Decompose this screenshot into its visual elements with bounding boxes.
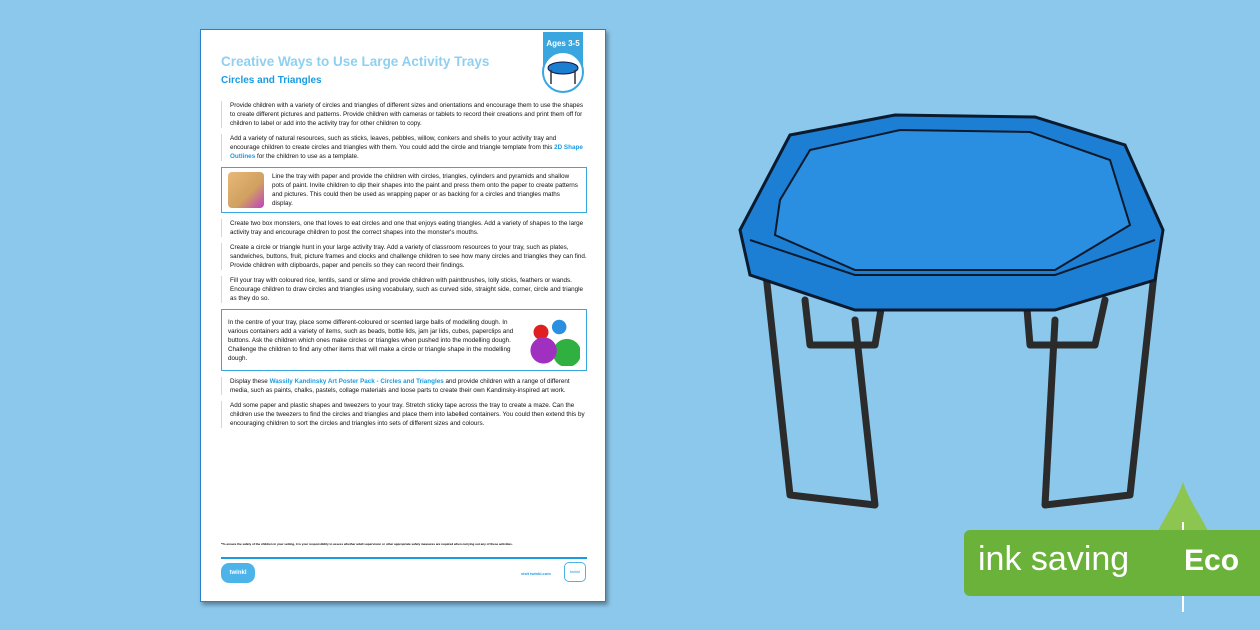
paragraph-text: Display these bbox=[230, 378, 270, 385]
activity-callout-box bbox=[221, 167, 587, 213]
callout-text: Line the tray with paper and provide the children with circles, triangles, cylinders and pyramids and shallow pots of paint. Invite children to dip their shapes into the paint and press them onto the paper to create patterns and pictures. This could then be used as wrapping paper or as backing for a circles and triangles maths display. bbox=[272, 173, 578, 207]
ink-saving-eco-badge bbox=[964, 530, 1260, 596]
activity-list bbox=[221, 101, 587, 434]
twinkl-logo: twinkl bbox=[221, 563, 255, 583]
activity-callout-box bbox=[221, 309, 587, 371]
tray-basin bbox=[775, 130, 1130, 270]
activity-tray-illustration bbox=[735, 105, 1165, 515]
activity-paragraph: Provide children with a variety of circles and triangles of different sizes and orientations and encourage them to use the shapes to create different pictures and patterns. Provide children with cameras or tablets to record their creations and print them off for children to label or add into the activity tray for other children to copy. bbox=[221, 101, 587, 128]
activity-paragraph bbox=[221, 377, 587, 395]
resource-link[interactable]: Wassily Kandinsky Art Poster Pack - Circles and Triangles bbox=[269, 378, 444, 385]
twinkl-quality-logo: twinkl bbox=[564, 562, 586, 582]
callout-text: In the centre of your tray, place some different-coloured or scented large balls of modelling dough. In various containers add a variety of items, such as beads, bottle lids, jam jar lids, cubes, paperclips and buttons. Ask the children which ones make circles or triangles when pushed into the modelling dough. Challenge the children to find any other items that will make a circle or triangle shape in the modelling dough. bbox=[228, 318, 514, 362]
paragraph-text: Add a variety of natural resources, such as sticks, leaves, pebbles, willow, conkers and shells to your activity tray and encourage children to create circles and triangles with them. You could add the circle and triangle template from this bbox=[230, 135, 557, 151]
activity-paragraph: Create a circle or triangle hunt in your large activity tray. Add a variety of classroom resources to your tray, such as plates, sandwiches, buttons, fruit, picture frames and clocks and challenge children to see how many circles and triangles they can find. Provide children with clipboards, paper and pencils so they can record their findings. bbox=[221, 243, 587, 270]
page-subtitle: Circles and Triangles bbox=[221, 75, 322, 86]
visit-link[interactable]: visit twinkl.com bbox=[521, 571, 551, 576]
resource-link[interactable]: 2D Shape Outlines bbox=[230, 144, 583, 160]
paragraph-text: for the children to use as a template. bbox=[255, 153, 359, 160]
document-preview bbox=[200, 29, 606, 602]
modelling-dough-icon bbox=[528, 314, 580, 366]
activity-paragraph: Fill your tray with coloured rice, lentils, sand or slime and provide children with paintbrushes, lolly sticks, feathers or wands. Encourage children to draw circles and triangles using vocabulary, such as curved side, straight side, corner, circle and triangle as they do so. bbox=[221, 276, 587, 303]
safety-footnote: *To ensure the safety of the children in your setting, it is your responsibility to assess whether adult supervision or other appropriate safety measures are required when carrying out any of these activities. bbox=[221, 542, 513, 546]
eco-label: Eco bbox=[1184, 544, 1240, 577]
activity-paragraph: Create two box monsters, one that loves to eat circles and one that enjoys eating triangles. Add a variety of shapes to the large activity tray and encourage children to post the correct shapes into the monster's mouths. bbox=[221, 219, 587, 237]
page-title: Creative Ways to Use Large Activity Trays bbox=[221, 54, 490, 69]
paragraph-text: and provide children with a range of different media, such as paints, chalks, pastels, collage materials and loose parts to create their own Kandinsky-inspired art work. bbox=[230, 378, 570, 394]
age-badge-text: Ages 3-5 bbox=[546, 39, 580, 48]
paint-shapes-icon bbox=[228, 172, 264, 208]
ink-saving-label: ink saving bbox=[978, 540, 1130, 578]
age-badge bbox=[539, 32, 587, 94]
footer-divider bbox=[221, 557, 587, 559]
activity-paragraph: Add some paper and plastic shapes and tweezers to your tray. Stretch sticky tape across the tray to create a maze. Can the children use the tweezers to find the circles and triangles and place them into labelled containers. You could then extend this by encouraging children to sort the circles and triangles into sets of different sizes and colours. bbox=[221, 401, 587, 428]
activity-paragraph bbox=[221, 134, 587, 161]
